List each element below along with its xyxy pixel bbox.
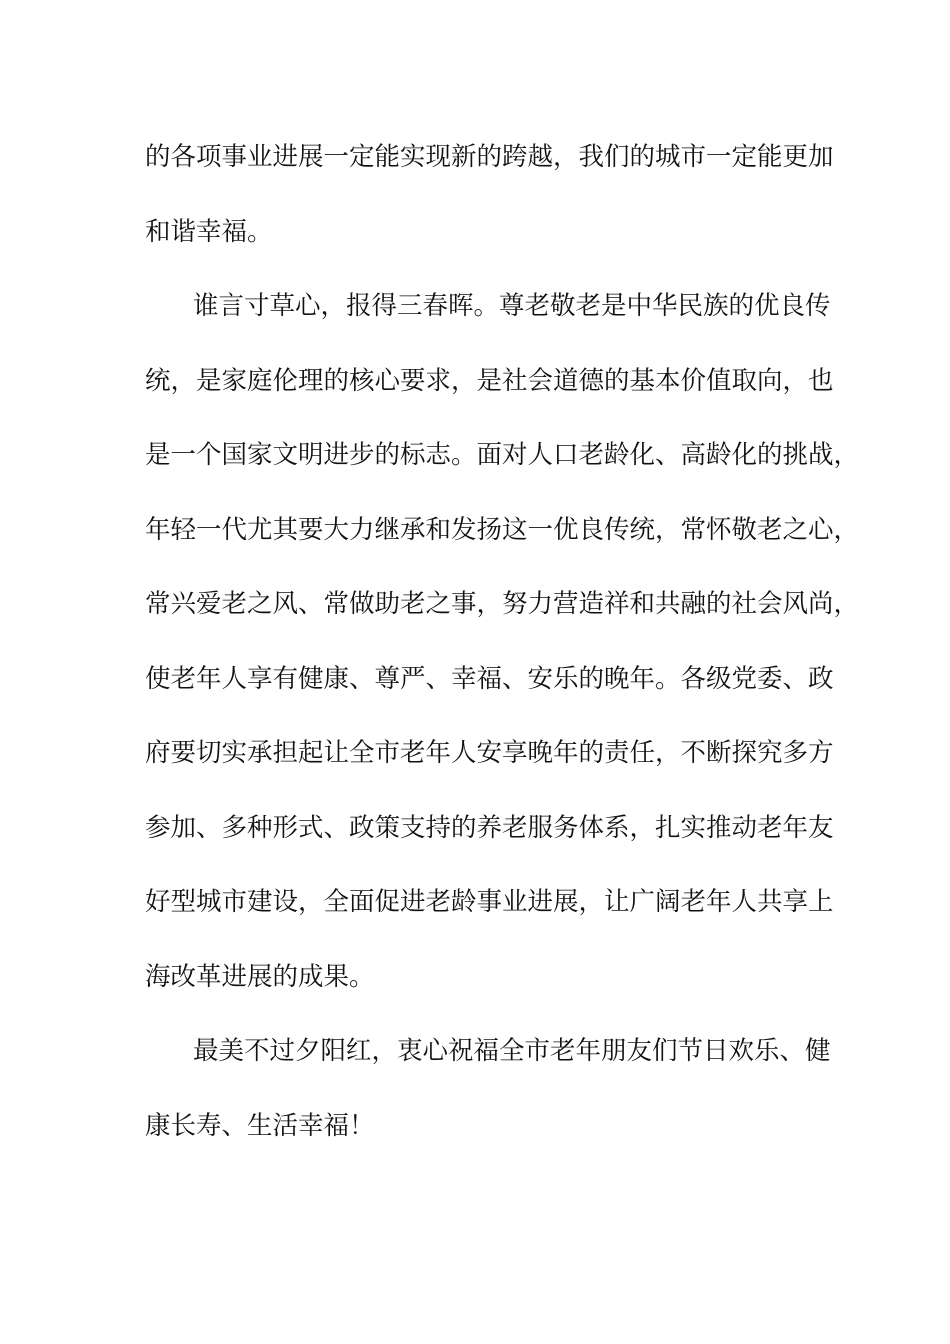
text-line: 最美不过夕阳红，衷心祝福全市老年朋友们节日欢乐、健: [193, 1036, 831, 1066]
text-line: 常兴爱老之风、常做助老之事，努力营造祥和共融的社会风尚，: [145, 589, 860, 619]
text-line: 年轻一代尤其要大力继承和发扬这一优良传统，常怀敬老之心，: [145, 514, 860, 545]
text-line: 谁言寸草心，报得三春晖。尊老敬老是中华民族的优良传: [193, 291, 831, 321]
text-line: 参加、多种形式、政策支持的养老服务体系，扎实推动老年友: [145, 812, 834, 843]
text-line: 海改革进展的成果。: [145, 961, 375, 992]
text-line: 统，是家庭伦理的核心要求，是社会道德的基本价值取向，也: [145, 365, 834, 396]
body-text: [145, 120, 860, 1163]
text-line: 和谐幸福。: [145, 216, 273, 247]
text-line: 好型城市建设，全面促进老龄事业进展，让广阔老年人共享上: [145, 887, 834, 917]
text-line: 康长寿、生活幸福！: [145, 1110, 375, 1141]
text-line: 是一个国家文明进步的标志。面对人口老龄化、高龄化的挑战，: [145, 440, 860, 470]
text-line: 使老年人享有健康、尊严、幸福、安乐的晚年。各级党委、政: [145, 663, 834, 694]
text-line: 府要切实承担起让全市老年人安享晚年的责任，不断探究多方: [145, 738, 834, 768]
text-line: 的各项事业进展一定能实现新的跨越，我们的城市一定能更加: [145, 142, 834, 172]
